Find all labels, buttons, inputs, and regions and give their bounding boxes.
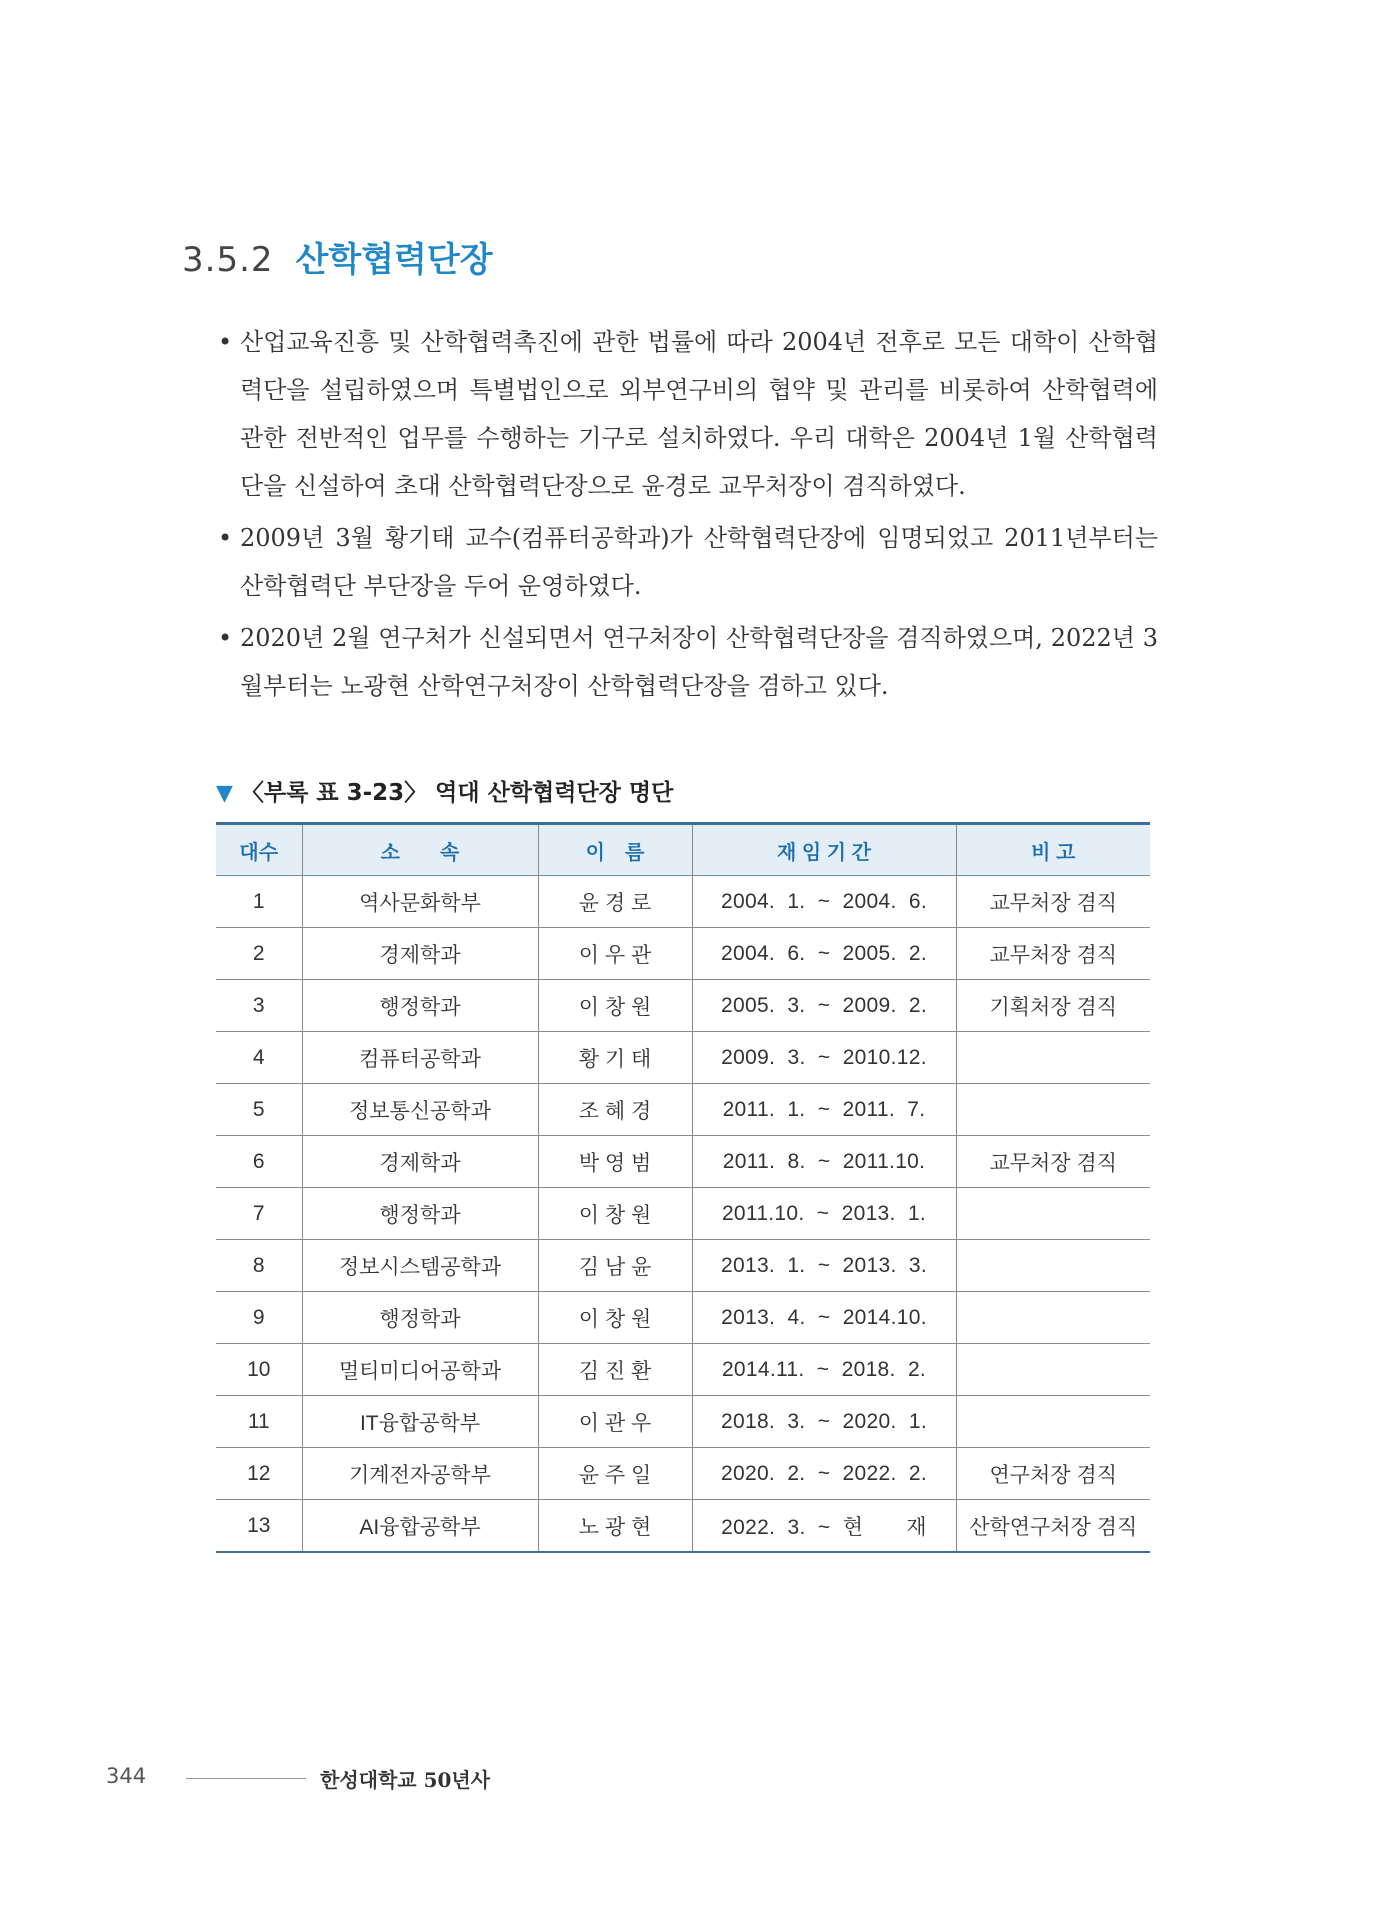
header-remarks: 비 고 [956, 824, 1150, 876]
table-row [216, 1292, 1150, 1344]
cell-tenure: 2020. 2. ~ 2022. 2. [692, 1448, 956, 1500]
cell-tenure: 2022. 3. ~ 현 재 [692, 1500, 956, 1553]
table-row [216, 876, 1150, 928]
bullet-text: 2020년 2월 연구처가 신설되면서 연구처장이 산학협력단장을 겸직하였으며, 2022년 3월부터는 노광현 산학연구처장이 산학협력단장을 겸하고 있다. [240, 624, 1158, 700]
cell-name: 윤 주 일 [538, 1448, 692, 1500]
footer-divider [186, 1778, 306, 1779]
cell-remarks [956, 1344, 1150, 1396]
cell-affiliation: 경제학과 [302, 928, 538, 980]
cell-name: 윤 경 로 [538, 876, 692, 928]
table-row [216, 1032, 1150, 1084]
triangle-down-icon: ▼ [216, 781, 233, 806]
cell-affiliation: 컴퓨터공학과 [302, 1032, 538, 1084]
cell-remarks [956, 1240, 1150, 1292]
cell-term-number: 11 [216, 1396, 302, 1448]
cell-affiliation: 행정학과 [302, 1188, 538, 1240]
cell-tenure: 2011. 8. ~ 2011.10. [692, 1136, 956, 1188]
section-title: 산학협력단장 [295, 240, 493, 280]
cell-name: 조 혜 경 [538, 1084, 692, 1136]
cell-name: 김 남 윤 [538, 1240, 692, 1292]
cell-term-number: 12 [216, 1448, 302, 1500]
header-affiliation: 소 속 [302, 824, 538, 876]
director-roster-table [216, 822, 1150, 1553]
table-row [216, 980, 1150, 1032]
cell-name: 이 창 원 [538, 980, 692, 1032]
cell-term-number: 9 [216, 1292, 302, 1344]
section-heading [182, 232, 493, 281]
bullet-item [218, 318, 1158, 510]
cell-term-number: 7 [216, 1188, 302, 1240]
cell-remarks: 산학연구처장 겸직 [956, 1500, 1150, 1553]
cell-affiliation: 정보시스템공학과 [302, 1240, 538, 1292]
table-row [216, 1448, 1150, 1500]
cell-term-number: 13 [216, 1500, 302, 1553]
cell-affiliation: 멀티미디어공학과 [302, 1344, 538, 1396]
bullet-item [218, 514, 1158, 610]
cell-term-number: 4 [216, 1032, 302, 1084]
cell-term-number: 1 [216, 876, 302, 928]
bullet-item [218, 614, 1158, 710]
table-body [216, 876, 1150, 1553]
table-header-row [216, 824, 1150, 876]
page-number: 344 [106, 1764, 147, 1788]
cell-term-number: 3 [216, 980, 302, 1032]
table-row [216, 1188, 1150, 1240]
book-title: 한성대학교 50년사 [320, 1768, 491, 1792]
cell-tenure: 2004. 1. ~ 2004. 6. [692, 876, 956, 928]
bullet-dot: • [218, 524, 233, 552]
cell-affiliation: IT융합공학부 [302, 1396, 538, 1448]
cell-remarks: 기획처장 겸직 [956, 980, 1150, 1032]
cell-tenure: 2013. 4. ~ 2014.10. [692, 1292, 956, 1344]
table-caption [216, 774, 673, 807]
table-caption-text: 〈부록 표 3-23〉 역대 산학협력단장 명단 [240, 780, 674, 806]
cell-tenure: 2011.10. ~ 2013. 1. [692, 1188, 956, 1240]
section-number: 3.5.2 [182, 240, 274, 280]
cell-name: 박 영 범 [538, 1136, 692, 1188]
cell-term-number: 2 [216, 928, 302, 980]
cell-term-number: 5 [216, 1084, 302, 1136]
table-row [216, 1344, 1150, 1396]
cell-remarks: 연구처장 겸직 [956, 1448, 1150, 1500]
bullet-dot: • [218, 328, 233, 356]
cell-remarks [956, 1032, 1150, 1084]
cell-remarks [956, 1084, 1150, 1136]
cell-name: 이 창 원 [538, 1292, 692, 1344]
cell-term-number: 10 [216, 1344, 302, 1396]
cell-term-number: 6 [216, 1136, 302, 1188]
table-row [216, 1136, 1150, 1188]
cell-affiliation: 역사문화학부 [302, 876, 538, 928]
cell-name: 이 관 우 [538, 1396, 692, 1448]
cell-tenure: 2014.11. ~ 2018. 2. [692, 1344, 956, 1396]
cell-affiliation: 행정학과 [302, 1292, 538, 1344]
table-row [216, 1396, 1150, 1448]
cell-affiliation: AI융합공학부 [302, 1500, 538, 1553]
cell-name: 황 기 태 [538, 1032, 692, 1084]
header-term-number: 대수 [216, 824, 302, 876]
cell-tenure: 2018. 3. ~ 2020. 1. [692, 1396, 956, 1448]
cell-name: 김 진 환 [538, 1344, 692, 1396]
cell-name: 노 광 현 [538, 1500, 692, 1553]
bullet-list [218, 318, 1158, 714]
cell-term-number: 8 [216, 1240, 302, 1292]
cell-name: 이 창 원 [538, 1188, 692, 1240]
cell-tenure: 2013. 1. ~ 2013. 3. [692, 1240, 956, 1292]
table-row [216, 928, 1150, 980]
bullet-dot: • [218, 624, 233, 652]
cell-tenure: 2009. 3. ~ 2010.12. [692, 1032, 956, 1084]
cell-affiliation: 정보통신공학과 [302, 1084, 538, 1136]
bullet-text: 산업교육진흥 및 산학협력촉진에 관한 법률에 따라 2004년 전후로 모든 대학이 산학협력단을 설립하였으며 특별법인으로 외부연구비의 협약 및 관리를 비롯하여 산학협력에 관한 전반적인 업무를 수행하는 기구로 설치하였다. 우리 대학은 2004년 1월 산학협력단을 신설하여 초대 산학협력단장으로 윤경로 교무처장이 겸직하였다. [240, 328, 1158, 500]
table-row [216, 1240, 1150, 1292]
cell-remarks [956, 1188, 1150, 1240]
cell-tenure: 2004. 6. ~ 2005. 2. [692, 928, 956, 980]
cell-tenure: 2005. 3. ~ 2009. 2. [692, 980, 956, 1032]
header-name: 이 름 [538, 824, 692, 876]
cell-affiliation: 행정학과 [302, 980, 538, 1032]
cell-affiliation: 기계전자공학부 [302, 1448, 538, 1500]
cell-remarks [956, 1396, 1150, 1448]
table-row [216, 1500, 1150, 1553]
cell-tenure: 2011. 1. ~ 2011. 7. [692, 1084, 956, 1136]
cell-remarks: 교무처장 겸직 [956, 876, 1150, 928]
cell-remarks: 교무처장 겸직 [956, 1136, 1150, 1188]
header-tenure: 재 임 기 간 [692, 824, 956, 876]
cell-name: 이 우 관 [538, 928, 692, 980]
cell-remarks [956, 1292, 1150, 1344]
table-row [216, 1084, 1150, 1136]
bullet-text: 2009년 3월 황기태 교수(컴퓨터공학과)가 산학협력단장에 임명되었고 2011년부터는 산학협력단 부단장을 두어 운영하였다. [240, 524, 1158, 600]
cell-remarks: 교무처장 겸직 [956, 928, 1150, 980]
cell-affiliation: 경제학과 [302, 1136, 538, 1188]
